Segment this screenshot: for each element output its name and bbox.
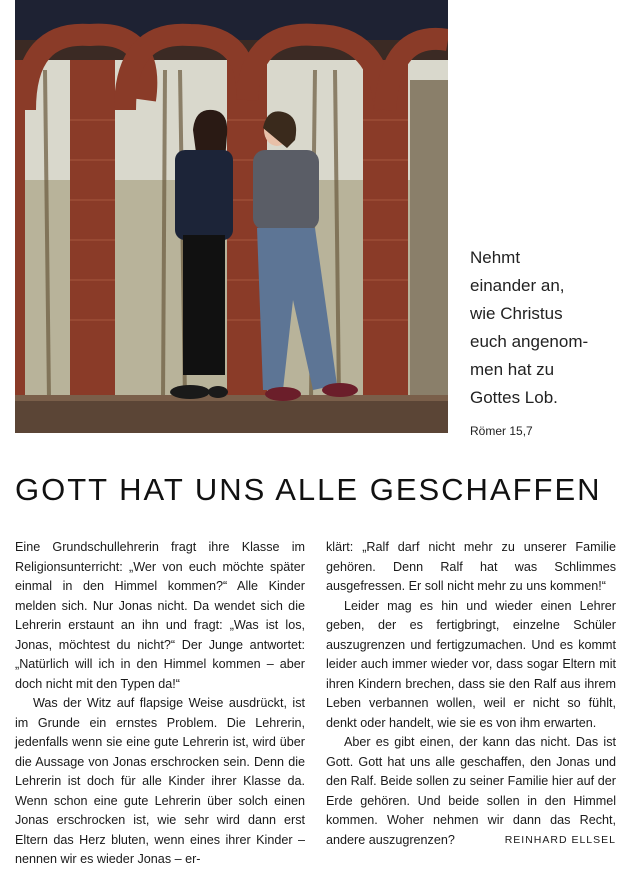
article-column-1	[15, 538, 305, 870]
paragraph: klärt: „Ralf darf nicht mehr zu unserer Familie gehören. Denn Ralf hat was Schlimmes ausgefressen. Er soll nicht mehr zu uns kommen!“	[326, 540, 616, 593]
cover-photo	[15, 0, 448, 433]
paragraph: Eine Grundschullehrerin fragt ihre Klasse im Religionsunterricht: „Wer von euch möchte später einmal in den Himmel kommen?“ Alle Kinder melden sich. Nur Jonas nicht. Da wendet sich die Lehrerin erstaunt an ihn und fragt: „Was ist los, Jonas, möchtest du nicht?“ Der Junge antwortet: „Natürlich will ich in den Himmel kommen – aber doch nicht mit den Typen da!“	[15, 540, 305, 691]
verse-line: wie Christus	[470, 304, 563, 323]
verse-reference: Römer 15,7	[470, 424, 533, 438]
verse-line: Gottes Lob.	[470, 388, 558, 407]
verse-line: Nehmt	[470, 248, 521, 267]
photo-illustration	[15, 0, 448, 433]
paragraph-last	[326, 733, 616, 850]
paragraph-text: Aber es gibt einen, der kann das nicht. Das ist Gott. Gott hat uns alle geschaffen, den Jonas und den Ralf. Beide sollen zu seiner Familie hier auf der Erde gehören. Und beide sollen in den Himmel kommen. Woher nehmen wir dann das Recht, andere auszugrenzen?	[326, 735, 616, 847]
paragraph: Leider mag es hin und wieder einen Lehrer geben, der es fertigbringt, einzelne Schüler auszugrenzen und fertigzumachen. Und es kommt leider auch immer wieder vor, dass sogar Eltern mit ihren Kindern brechen, dass sie den Ralf aus ihrem Leben verbannen wollen, weil er nicht so fühlt, denkt oder handelt, wie sie es von ihm erwarten.	[326, 598, 616, 730]
article-column-2	[326, 538, 616, 850]
verse-line: einander an,	[470, 276, 565, 295]
article-title: GOTT HAT UNS ALLE GESCHAFFEN	[15, 472, 602, 507]
author-name: REINHARD ELLSEL	[504, 833, 616, 846]
verse-line: euch angenom-	[470, 332, 589, 351]
bible-verse	[470, 244, 620, 412]
verse-line: men hat zu	[470, 360, 555, 379]
photo-credit-container	[1, 435, 13, 515]
paragraph: Was der Witz auf flapsige Weise ausdrückt, ist im Grunde ein ernstes Problem. Die Lehrerin, jedenfalls wenn sie eine gute Lehrerin ist, wird über die Aussage von Jonas erschrocken sein. Denn die Lehrerin ist doch für alle Kinder ihrer Klasse da. Wenn schon eine gute Lehrerin über solch einen Jonas erschrocken ist, wie sehr wird dann erst Eltern das Herz bluten, wenn eines ihrer Kinder – nennen wir es wieder Jonas – er-	[15, 696, 305, 866]
